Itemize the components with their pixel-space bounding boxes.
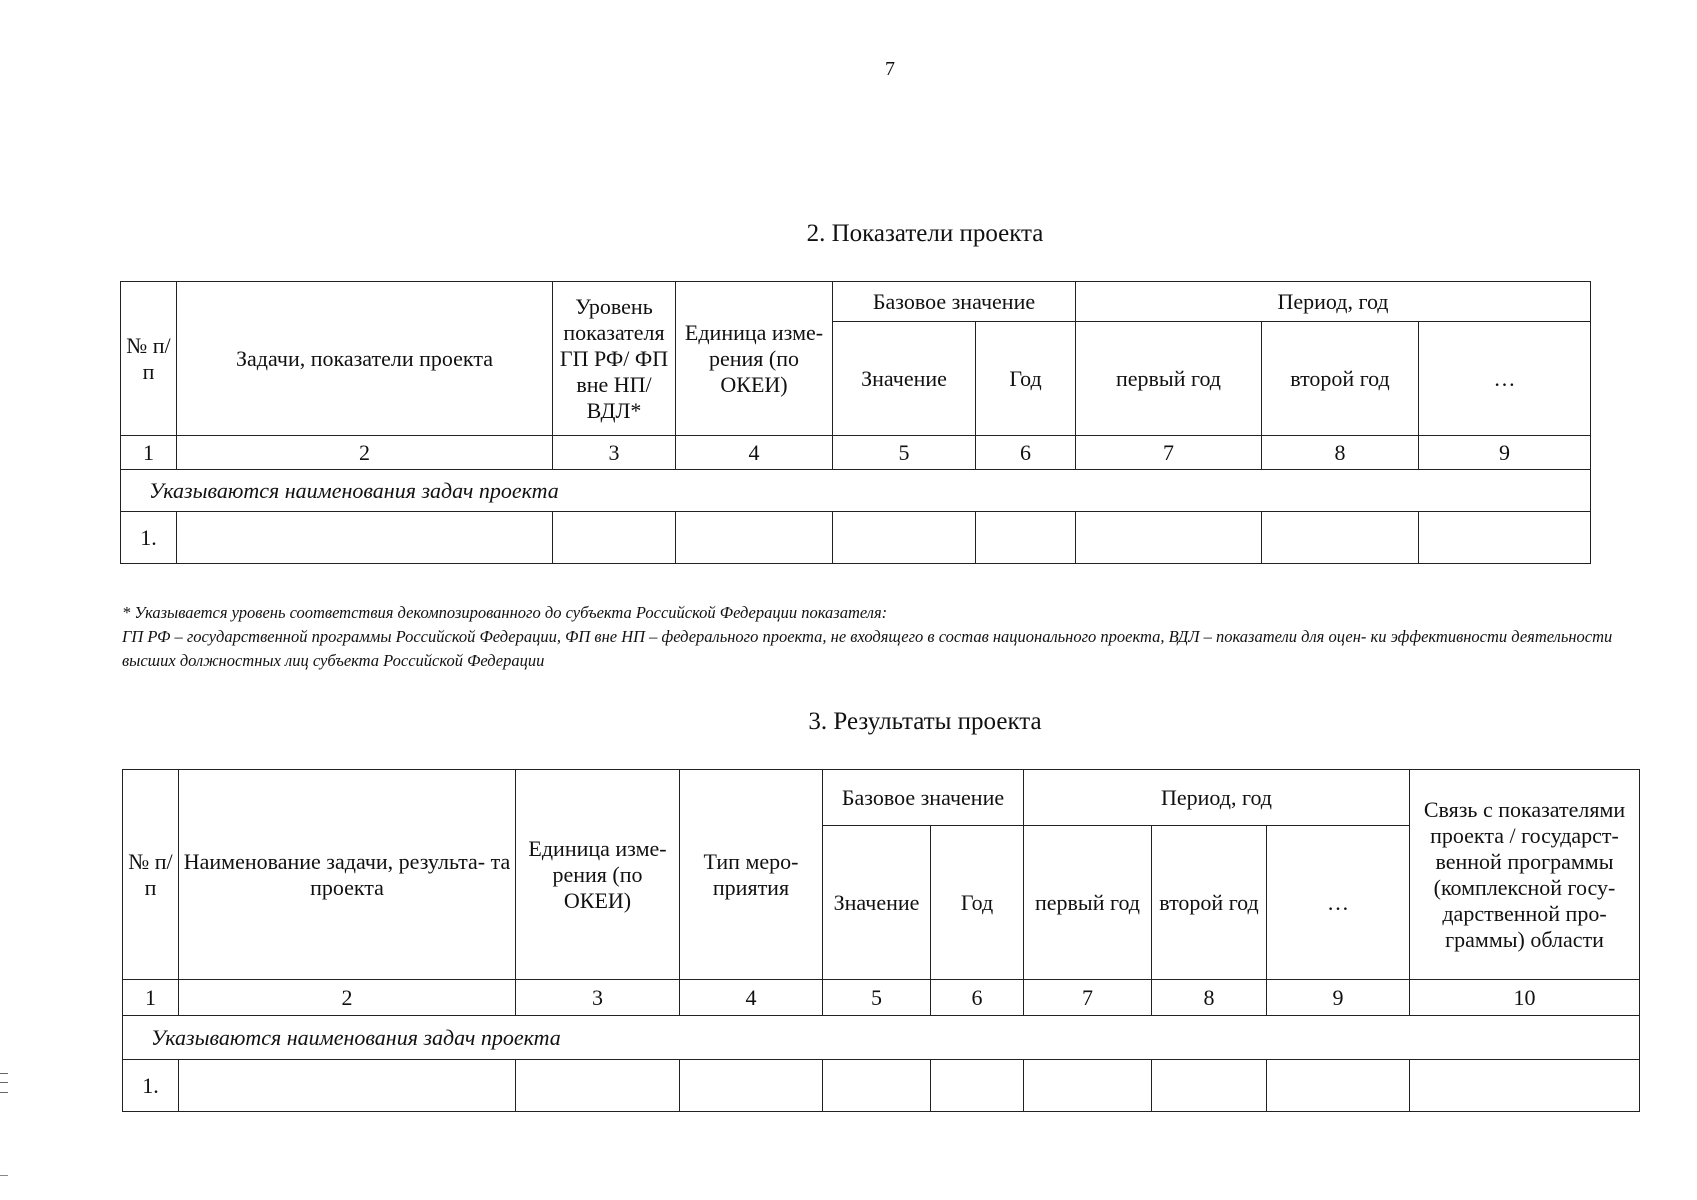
header-name: Наименование задачи, результа- та проекта <box>179 770 516 980</box>
table-cell[interactable] <box>177 512 553 564</box>
table-cell[interactable] <box>1024 1060 1152 1112</box>
table-cell[interactable] <box>1267 1060 1410 1112</box>
footnote-line: ГП РФ – государственной программы Российской Федерации, ФП вне НП – федерального проекта, не входящего в состав национального проекта, ВДЛ – показатели для оцен- ки эффективности деятельности высших должностных лиц субъекта Российской Федерации <box>122 627 1613 670</box>
col-number: 4 <box>680 980 823 1016</box>
header-base-value: Значение <box>823 826 931 980</box>
table-cell[interactable] <box>976 512 1076 564</box>
col-number: 10 <box>1410 980 1640 1016</box>
col-number: 2 <box>179 980 516 1016</box>
footnote <box>122 601 1662 673</box>
header-base: Базовое значение <box>823 770 1024 826</box>
indicators-table <box>120 281 1591 564</box>
col-number: 7 <box>1076 436 1262 470</box>
row-number: 1. <box>121 512 177 564</box>
col-number: 4 <box>676 436 833 470</box>
header-year2: второй год <box>1262 322 1419 436</box>
table-cell[interactable] <box>1152 1060 1267 1112</box>
col-number: 8 <box>1152 980 1267 1016</box>
header-year2: второй год <box>1152 826 1267 980</box>
table-cell[interactable] <box>1419 512 1591 564</box>
table-cell[interactable] <box>553 512 676 564</box>
table-cell[interactable] <box>1076 512 1262 564</box>
header-year1: первый год <box>1076 322 1262 436</box>
header-base-year: Год <box>976 322 1076 436</box>
header-link: Связь с показателями проекта / государст- венной программы (комплексной госу- дарственной про- граммы) области <box>1410 770 1640 980</box>
table-cell[interactable] <box>516 1060 680 1112</box>
results-table <box>122 769 1640 1112</box>
tasks-row: Указываются наименования задач проекта <box>121 470 1591 512</box>
margin-tick <box>0 1175 8 1176</box>
header-period: Период, год <box>1024 770 1410 826</box>
col-number: 7 <box>1024 980 1152 1016</box>
col-number: 3 <box>516 980 680 1016</box>
header-unit: Единица изме- рения (по ОКЕИ) <box>516 770 680 980</box>
col-number: 2 <box>177 436 553 470</box>
table-cell[interactable] <box>676 512 833 564</box>
header-base-value: Значение <box>833 322 976 436</box>
footnote-line: * Указывается уровень соответствия декомпозированного до субъекта Российской Федерации показателя: <box>122 603 888 622</box>
page-number: 7 <box>885 58 895 80</box>
row-number: 1. <box>123 1060 179 1112</box>
header-base-year: Год <box>931 826 1024 980</box>
header-year1: первый год <box>1024 826 1152 980</box>
header-ellipsis: … <box>1267 826 1410 980</box>
header-type: Тип меро- приятия <box>680 770 823 980</box>
table-cell[interactable] <box>1262 512 1419 564</box>
col-number: 6 <box>976 436 1076 470</box>
section-title-results: 3. Результаты проекта <box>808 708 1042 735</box>
header-level: Уровень показателя ГП РФ/ ФП вне НП/ ВДЛ* <box>553 282 676 436</box>
header-base: Базовое значение <box>833 282 1076 322</box>
table-cell[interactable] <box>179 1060 516 1112</box>
section-title-indicators: 2. Показатели проекта <box>806 220 1044 247</box>
col-number: 1 <box>121 436 177 470</box>
col-number: 8 <box>1262 436 1419 470</box>
header-num: № п/п <box>123 770 179 980</box>
col-number: 3 <box>553 436 676 470</box>
header-name: Задачи, показатели проекта <box>177 282 553 436</box>
header-ellipsis: … <box>1419 322 1591 436</box>
table-cell[interactable] <box>680 1060 823 1112</box>
header-num: № п/п <box>121 282 177 436</box>
table-cell[interactable] <box>1410 1060 1640 1112</box>
tasks-row: Указываются наименования задач проекта <box>123 1016 1640 1060</box>
header-unit: Единица изме- рения (по ОКЕИ) <box>676 282 833 436</box>
col-number: 5 <box>823 980 931 1016</box>
col-number: 1 <box>123 980 179 1016</box>
col-number: 9 <box>1419 436 1591 470</box>
table-cell[interactable] <box>931 1060 1024 1112</box>
col-number: 6 <box>931 980 1024 1016</box>
table-cell[interactable] <box>823 1060 931 1112</box>
header-period: Период, год <box>1076 282 1591 322</box>
col-number: 5 <box>833 436 976 470</box>
margin-mark <box>0 1073 8 1093</box>
col-number: 9 <box>1267 980 1410 1016</box>
table-cell[interactable] <box>833 512 976 564</box>
